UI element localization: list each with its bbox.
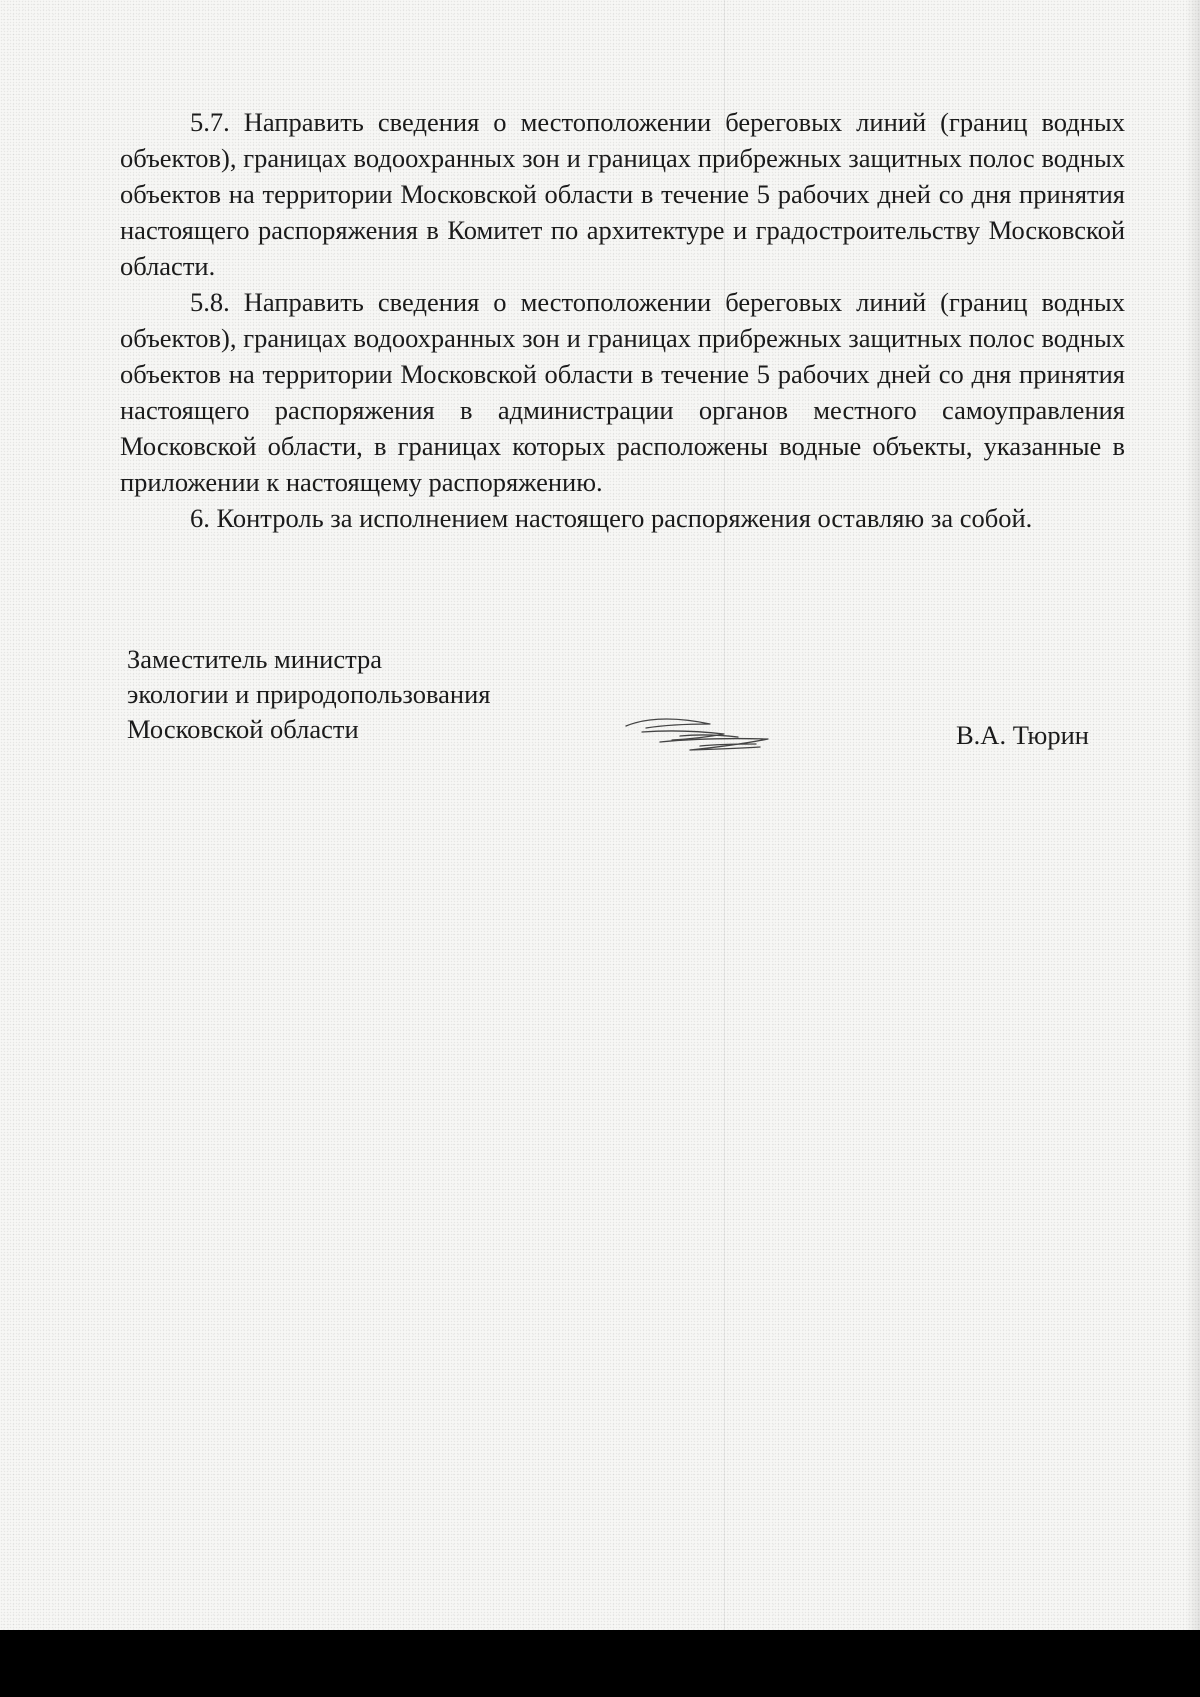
paragraph-5-8: 5.8. Направить сведения о местоположении береговых линий (границ водных объектов), границах водоохранных зон и границах прибрежных защитных полос водных объектов на территории Московской области в течение 5 рабочих дней со дня принятия настоящего распоряжения в администрации органов местного самоуправления Московской области, в границах которых расположены водные объекты, указанные в приложении к настоящему распоряжению.: [120, 287, 1125, 497]
document-body: [120, 104, 1125, 536]
signatory-position-line: Московской области: [127, 714, 359, 744]
signatory-position-line: Заместитель министра: [127, 644, 383, 674]
paragraph-6: 6. Контроль за исполнением настоящего распоряжения оставляю за собой.: [190, 503, 1033, 533]
paragraph-5-7: 5.7. Направить сведения о местоположении береговых линий (границ водных объектов), границах водоохранных зон и границах прибрежных защитных полос водных объектов на территории Московской области в течение 5 рабочих дней со дня принятия настоящего распоряжения в Комитет по архитектуре и градостроительству Московской области.: [120, 107, 1125, 281]
signatory-position-line: экологии и природопользования: [127, 679, 491, 709]
scan-edge-shadow: [1186, 0, 1200, 1630]
handwritten-signature: [620, 712, 780, 758]
signatory-position: [127, 642, 490, 747]
scan-bottom-border: [0, 1630, 1200, 1697]
signatory-name: В.А. Тюрин: [956, 720, 1089, 750]
